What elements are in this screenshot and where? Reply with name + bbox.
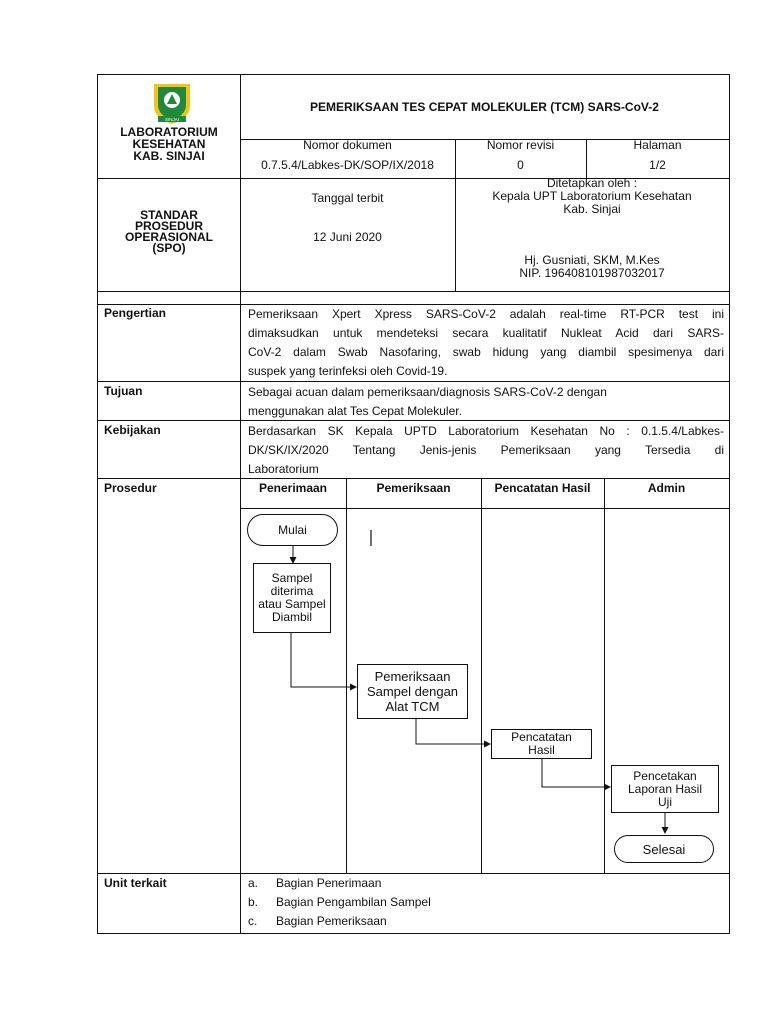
spo-line: OPERASIONAL — [124, 230, 213, 244]
spo-line: STANDAR — [140, 208, 198, 222]
flow-step-examination — [357, 664, 468, 719]
prosedur-label: Prosedur — [104, 481, 157, 495]
signer-name: Hj. Gusniati, SKM, M.Kes — [524, 253, 660, 267]
flow-start — [247, 514, 338, 546]
lane-header-penerimaan: Penerimaan — [258, 481, 328, 495]
spo-line: (SPO) — [152, 241, 186, 255]
list-letter: b. — [248, 895, 259, 909]
flow-step-line: Diambil — [271, 610, 312, 624]
flow-step-line: Sampel — [271, 571, 313, 585]
flow-end — [614, 835, 714, 863]
flow-step-line: Laporan Hasil — [627, 781, 703, 796]
lane-header-admin: Admin — [647, 481, 686, 495]
flow-step-line: Uji — [658, 794, 672, 809]
list-text: Bagian Pemeriksaan — [276, 914, 387, 928]
flow-end-label: Selesai — [642, 841, 686, 857]
flow-step-line: Pemeriksaan — [374, 669, 451, 684]
unit-label: Unit terkait — [104, 876, 167, 890]
flow-step-line: Pencatatan — [511, 730, 572, 744]
list-text: Bagian Penerimaan — [276, 876, 382, 890]
flow-step-line: diterima — [270, 584, 314, 598]
tujuan-line: Sebagai acuan dalam pemeriksaan/diagnosis SARS-CoV-2 dengan — [248, 385, 607, 399]
org-line: LABORATORIUM — [120, 125, 218, 139]
flow-start-label: Mulai — [278, 522, 307, 537]
revision-label: Nomor revisi — [486, 138, 555, 152]
lane-header-pemeriksaan: Pemeriksaan — [376, 481, 451, 495]
set-by-line: Kepala UPT Laboratorium Kesehatan — [492, 189, 692, 203]
kebijakan-label: Kebijakan — [104, 423, 161, 437]
pengertian-line: dimaksudkan untuk mendeteksi secara kualitatif Nukleat Acid dari SARS- — [248, 326, 724, 340]
pengertian-line: suspek yang terinfeksi oleh Covid-19. — [248, 364, 448, 378]
flow-step-printing — [611, 765, 719, 813]
list-letter: c. — [248, 914, 258, 928]
lane-header-pencatatan: Pencatatan Hasil — [494, 481, 591, 495]
flow-step-line: Sampel dengan — [366, 684, 459, 699]
org-line: KESEHATAN — [132, 137, 206, 151]
doc-number-value: 0.7.5.4/Labkes-DK/SOP/IX/2018 — [261, 158, 434, 172]
list-text: Bagian Pengambilan Sampel — [276, 895, 431, 909]
issued-value: 12 Juni 2020 — [313, 230, 382, 244]
pengertian-label: Pengertian — [104, 306, 167, 320]
tujuan-label: Tujuan — [104, 384, 143, 398]
kebijakan-line: DK/SK/IX/2020 Tentang Jenis-jenis Pemeriksaan yang Tersedia di — [248, 443, 724, 457]
pengertian-line: CoV-2 dalam Swab Nasofaring, swab hidung yang diambil spesimenya dari — [248, 345, 724, 359]
org-line: KAB. SINJAI — [133, 149, 205, 163]
spo-line: PROSEDUR — [134, 219, 203, 233]
tujuan-line: menggunakan alat Tes Cepat Molekuler. — [248, 404, 462, 418]
issued-label: Tanggal terbit — [311, 191, 384, 205]
flow-step-line: Pencetakan — [633, 768, 697, 783]
pengertian-line: Pemeriksaan Xpert Xpress SARS-CoV-2 adalah real-time RT-PCR test ini — [248, 307, 724, 321]
document-title: PEMERIKSAAN TES CEPAT MOLEKULER (TCM) SARS-CoV-2 — [310, 100, 659, 114]
kebijakan-line: Laboratorium — [248, 462, 319, 476]
list-letter: a. — [248, 876, 259, 890]
revision-value: 0 — [517, 158, 524, 172]
page-label: Halaman — [633, 138, 682, 152]
doc-number-label: Nomor dokumen — [303, 138, 392, 152]
set-by-line: Ditetapkan oleh : — [546, 176, 638, 190]
page-value: 1/2 — [649, 158, 666, 172]
kebijakan-line: Berdasarkan SK Kepala UPTD Laboratorium Kesehatan No : 0.1.5.4/Labkes- — [248, 424, 724, 438]
flow-step-recording — [491, 729, 592, 759]
flow-step-line: Alat TCM — [385, 699, 440, 714]
flow-step-sample — [253, 563, 331, 633]
flow-step-line: atau Sampel — [258, 597, 326, 611]
set-by-line: Kab. Sinjai — [563, 202, 621, 216]
signer-nip: NIP. 196408101987032017 — [519, 266, 665, 280]
flow-step-line: Hasil — [528, 743, 555, 757]
logo-text: SINJAI — [164, 117, 180, 122]
